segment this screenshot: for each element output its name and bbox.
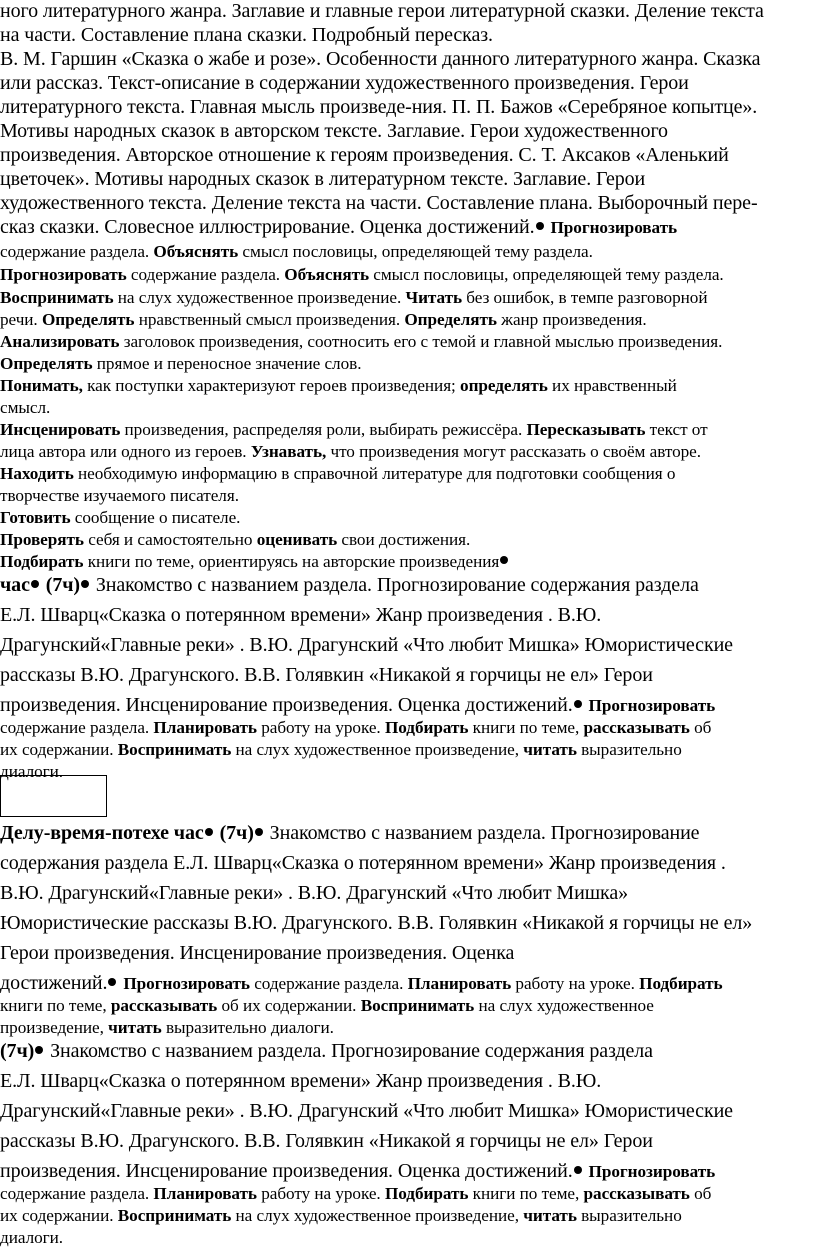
bold-term: Определять [41,310,135,329]
bold-term: рассказывать [583,1184,690,1203]
text-span: произведения, распределяя роли, выбирать режиссёра. [120,420,527,439]
text-span: выразительно диалоги. [161,1018,334,1037]
text-span: их нравственный [547,376,677,395]
text-span: книги по теме, [468,1184,584,1203]
text-span: книги по теме, [468,718,584,737]
text-span: заголовок произведения, соотносить его с темой и главной мыслью произведения. [119,332,723,351]
text-line [0,552,510,572]
bold-term: Воспринимать [117,740,232,759]
text-span: их содержании. [0,740,118,759]
text-line [0,1018,334,1038]
text-span: текст от [645,420,708,439]
text-span: работу на уроке. [256,718,385,737]
text-line [0,1100,733,1123]
bold-term: Анализировать [0,332,120,351]
text-line [0,1070,601,1093]
text-span: выразительно [576,740,682,759]
bullet-icon [31,580,39,588]
text-line [0,530,470,550]
bold-term: (7ч) [214,822,254,844]
bold-term: Воспринимать [0,288,114,307]
text-line [0,912,752,935]
bold-term: читать [523,1206,577,1225]
text-span: прямое и переносное значение слов. [92,354,362,373]
bullet-icon [205,828,213,836]
bold-term: Планировать [153,1184,257,1203]
text-span: диалоги. [0,1228,64,1247]
text-line [0,604,601,627]
text-line [0,694,715,717]
text-line [0,486,239,506]
text-span: об [689,1184,712,1203]
text-line [0,942,514,965]
bold-term: читать [523,740,577,759]
bullet-icon [255,828,263,836]
bullet-icon [574,1166,582,1174]
text-line [0,48,760,71]
bold-term: Подбирать [639,974,723,993]
text-line [0,464,675,484]
bold-term: Планировать [407,974,512,993]
text-line [0,216,677,239]
text-line [0,265,724,285]
text-span: Герои произведения. Инсценирование произведения. Оценка [0,942,515,964]
text-line [0,24,493,47]
text-line [0,72,689,95]
text-span: книги по теме, ориентируясь на авторские произведения [83,552,500,571]
text-span: содержание раздела. [0,718,154,737]
bold-term: Делу-время-потехе час [0,822,204,844]
text-span: творчестве изучаемого писателя. [0,486,239,505]
text-span: произведения. Инсценирование произведения. Оценка достижений. [0,694,573,716]
text-line [0,718,711,738]
text-line [0,442,701,462]
text-line [0,1040,653,1063]
text-line [0,120,668,143]
bold-term: Прогнозировать [550,218,678,237]
text-span: Драгунский«Главные реки» . В.Ю. Драгунский «Что любит Мишка» Юмористические [0,1100,733,1122]
bold-term: Прогнозировать [588,1162,716,1181]
bold-term: Понимать, [0,376,83,395]
text-line [0,242,593,262]
text-span: смысл пословицы, определяющей тему раздела. [238,242,593,261]
bullet-icon [500,556,508,564]
bold-term: Подбирать [384,718,469,737]
text-span: Драгунский«Главные реки» . В.Ю. Драгунский «Что любит Мишка» Юмористические [0,634,733,656]
bold-term: Готовить [0,508,71,527]
text-line [0,634,733,657]
text-span: на части. Составление плана сказки. Подробный пересказ. [0,24,493,46]
bold-term: оценивать [256,530,338,549]
bold-term: Инсценировать [0,420,121,439]
bold-term: Узнавать, [250,442,327,461]
text-span: их содержании. [0,1206,118,1225]
text-line [0,574,699,597]
text-line [0,192,758,215]
bold-term: Прогнозировать [0,265,127,284]
text-span: работу на уроке. [256,1184,385,1203]
text-span: содержание раздела. [0,1184,154,1203]
text-span: что произведения могут рассказать о своём авторе. [326,442,701,461]
bold-term: читать [108,1018,162,1037]
bullet-icon [35,1046,43,1054]
text-line [0,1228,63,1248]
text-span: диалоги. [0,762,64,781]
bold-term: рассказывать [110,996,218,1015]
bold-term: Прогнозировать [123,974,250,993]
text-span: на слух художественное произведение, [231,740,524,759]
text-span: цветочек». Мотивы народных сказок в литературном тексте. Заглавие. Герои [0,168,646,190]
bullet-icon [81,580,89,588]
text-line [0,972,723,995]
bold-term: Воспринимать [360,996,475,1015]
text-span: Юмористические рассказы В.Ю. Драгунского. В.В. Голявкин «Никакой я горчицы не ел» [0,912,753,934]
bullet-icon [536,222,544,230]
text-line [0,354,361,374]
bold-term: (7ч) [40,574,80,596]
text-line [0,420,708,440]
text-span: лица автора или одного из героев. [0,442,251,461]
text-span: В. М. Гаршин «Сказка о жабе и розе». Особенности данного литературного жанра. Сказка [0,48,761,70]
text-line [0,310,647,330]
text-span: книги по теме, [0,996,111,1015]
text-span: рассказы В.Ю. Драгунского. В.В. Голявкин «Никакой я горчицы не ел» Герои [0,1130,653,1152]
text-line [0,144,729,167]
text-span: В.Ю. Драгунский«Главные реки» . В.Ю. Драгунский «Что любит Мишка» [0,882,629,904]
text-line [0,398,50,418]
text-span: об [689,718,712,737]
bold-term: Планировать [153,718,257,737]
text-span: сообщение о писателе. [70,508,241,527]
text-span: содержание раздела. [126,265,285,284]
text-line [0,996,654,1016]
text-line [0,508,240,528]
text-span: выразительно [576,1206,682,1225]
bold-term: Подбирать [0,552,84,571]
bold-term: Читать [405,288,463,307]
text-span: ного литературного жанра. Заглавие и главные герои литературной сказки. Деление текста [0,0,764,22]
text-span: художественного текста. Деление текста на части. Составление плана. Выборочный пере- [0,192,758,214]
text-span: свои достижения. [337,530,471,549]
text-line [0,762,63,782]
bold-term: Прогнозировать [588,696,716,715]
text-line [0,1184,711,1204]
bold-term: Пересказывать [526,420,646,439]
bullet-icon [108,978,116,986]
text-line [0,1206,682,1226]
text-line [0,1160,715,1183]
text-span: Знакомство с названием раздела. Прогнозирование [264,822,700,844]
text-span: Мотивы народных сказок в авторском тексте. Заглавие. Герои художественного [0,120,668,142]
text-span: Знакомство с названием раздела. Прогнозирование содержания раздела [45,1040,653,1062]
text-span: рассказы В.Ю. Драгунского. В.В. Голявкин «Никакой я горчицы не ел» Герои [0,664,653,686]
text-span: на слух художественное [474,996,654,1015]
text-span: произведения. Инсценирование произведения. Оценка достижений. [0,1160,573,1182]
text-span: содержания раздела Е.Л. Шварц«Сказка о потерянном времени» Жанр произведения . [0,852,726,874]
text-line [0,376,677,396]
text-span: произведение, [0,1018,109,1037]
text-span: содержание раздела. [249,974,408,993]
text-span: смысл. [0,398,51,417]
text-span: сказ сказки. Словесное иллюстрирование. Оценка достижений. [0,216,535,238]
text-span: содержание раздела. [0,242,154,261]
text-span: Е.Л. Шварц«Сказка о потерянном времени» Жанр произведения . В.Ю. [0,604,602,626]
text-span: Знакомство с названием раздела. Прогнозирование содержания раздела [90,574,699,596]
text-span: Е.Л. Шварц«Сказка о потерянном времени» Жанр произведения . В.Ю. [0,1070,602,1092]
text-span: смысл пословицы, определяющей тему раздела. [369,265,724,284]
text-span: как поступки характеризуют героев произведения; [82,376,461,395]
text-span: нравственный смысл произведения. [134,310,405,329]
text-span: об их содержании. [217,996,361,1015]
bullet-icon [574,700,582,708]
text-line [0,664,653,687]
bold-term: Определять [404,310,497,329]
text-span: произведения. Авторское отношение к героям произведения. С. Т. Аксаков «Аленький [0,144,729,166]
text-line [0,168,645,191]
text-span: работу на уроке. [511,974,640,993]
text-line [0,332,722,352]
text-span: речи. [0,310,42,329]
text-line [0,96,757,119]
bold-term: Находить [0,464,74,483]
text-span: жанр произведения. [496,310,647,329]
text-span: достижений. [0,972,108,994]
bold-term: Объяснять [153,242,239,261]
text-line [0,740,682,760]
bold-term: Объяснять [284,265,370,284]
text-span: литературного текста. Главная мысль произведе-ния. П. П. Бажов «Серебряное копытце». [0,96,758,118]
text-span: или рассказ. Текст-описание в содержании художественного произведения. Герои [0,72,689,94]
text-span: без ошибок, в темпе разговорной [462,288,708,307]
bold-term: Проверять [0,530,84,549]
text-line [0,288,707,308]
text-line [0,852,726,875]
bold-term: час [0,574,30,596]
text-line [0,822,699,845]
bold-term: определять [460,376,548,395]
bold-term: рассказывать [583,718,690,737]
text-span: на слух художественное произведение. [113,288,406,307]
bold-term: Определять [0,354,93,373]
text-span: себя и самостоятельно [83,530,257,549]
bold-term: Подбирать [384,1184,469,1203]
text-line [0,0,764,23]
text-line [0,1130,653,1153]
bold-term: Воспринимать [117,1206,232,1225]
bold-term: (7ч) [0,1040,35,1062]
text-span: на слух художественное произведение, [231,1206,524,1225]
text-span: необходимую информацию в справочной литературе для подготовки сообщения о [73,464,676,483]
text-line [0,882,628,905]
